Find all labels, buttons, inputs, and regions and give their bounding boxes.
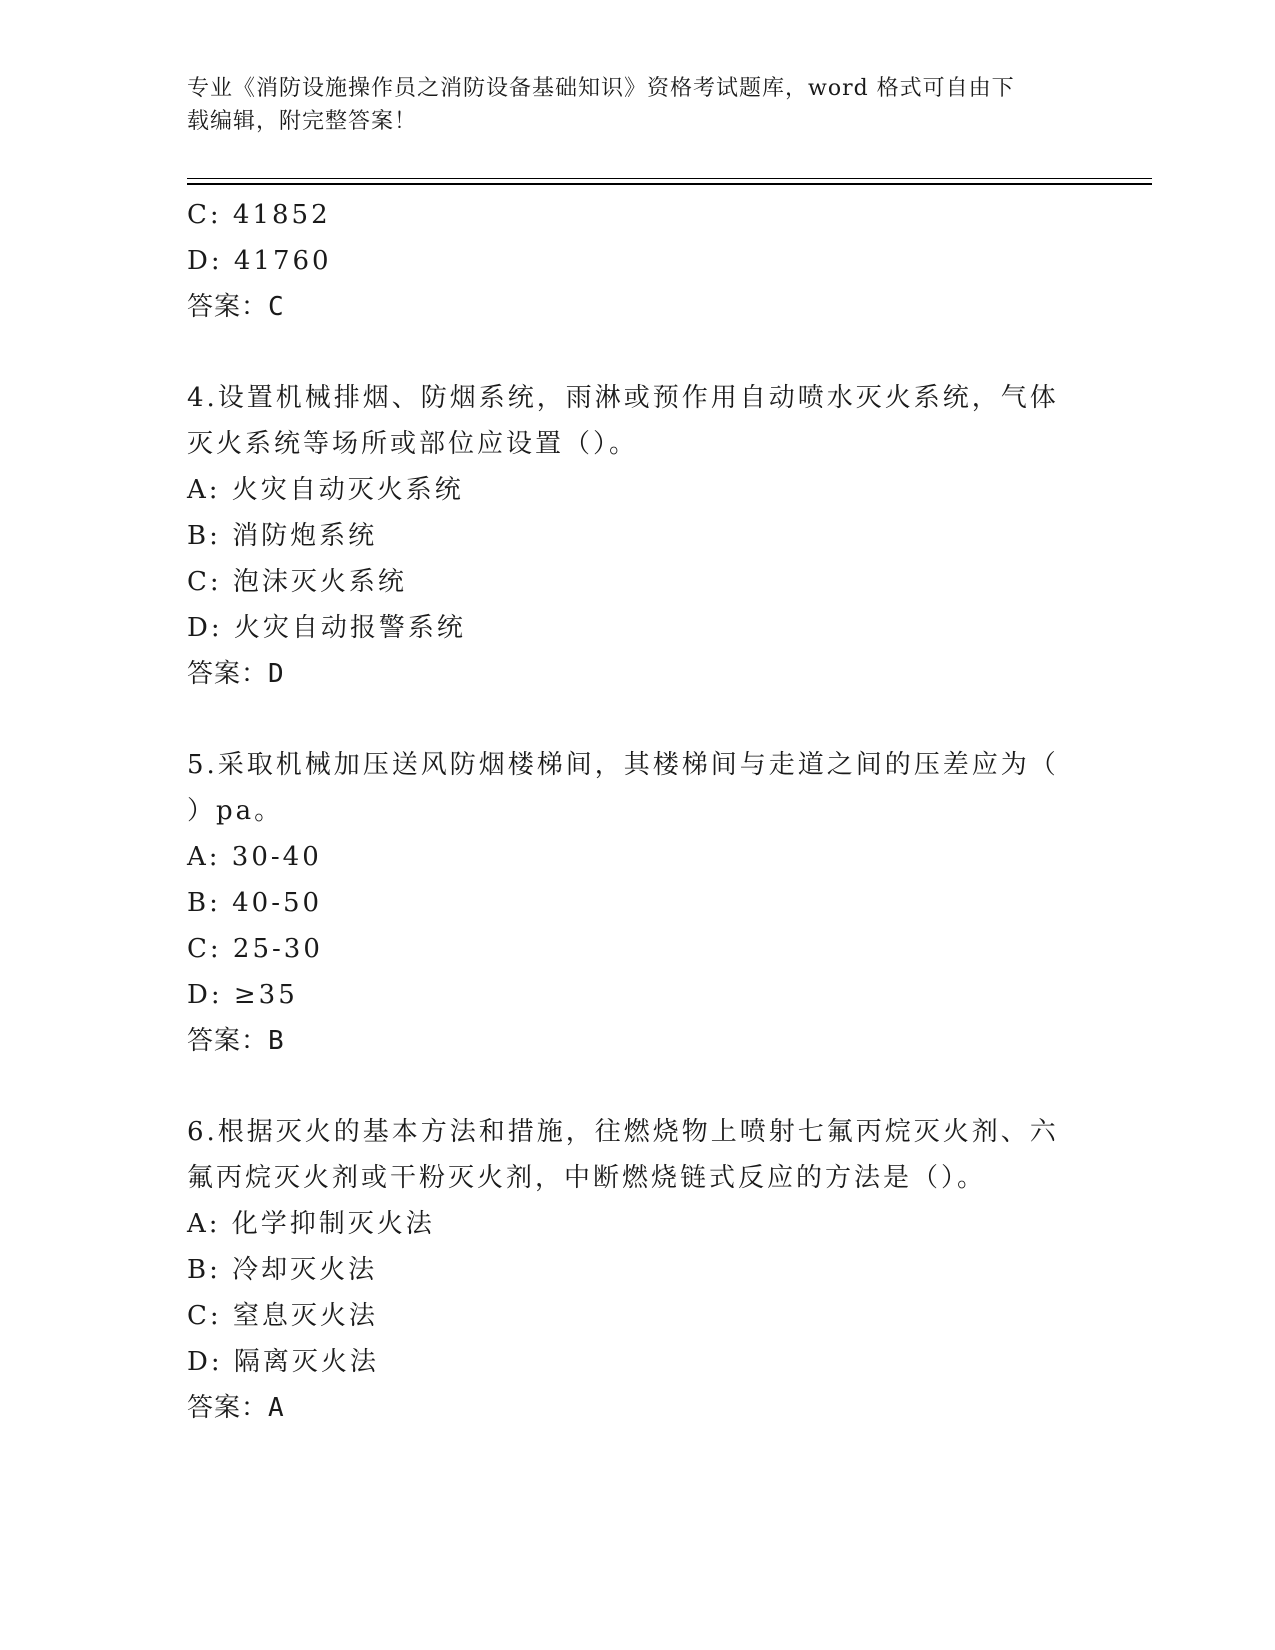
question-stem-line: 氟丙烷灭火剂或干粉灭火剂，中断燃烧链式反应的方法是（）。 <box>187 1163 987 1193</box>
option-d: D: 41760 <box>187 246 332 276</box>
question-6 <box>187 1109 1087 1431</box>
option-c: C: 泡沫灭火系统 <box>187 567 407 597</box>
question-5 <box>187 742 1087 1064</box>
answer-line: 答案：C <box>187 292 285 322</box>
option-d: D: ≥35 <box>187 980 298 1010</box>
spacer <box>187 1064 1087 1109</box>
option-d: D: 隔离灭火法 <box>187 1347 379 1377</box>
document-header <box>187 72 1067 138</box>
question-stem-line: 6.根据灭火的基本方法和措施，往燃烧物上喷射七氟丙烷灭火剂、六 <box>187 1117 1059 1147</box>
spacer <box>187 697 1087 742</box>
option-a: A: 30-40 <box>187 842 322 872</box>
question-list <box>187 192 1087 1431</box>
option-b: B: 冷却灭火法 <box>187 1255 378 1285</box>
spacer <box>187 330 1087 375</box>
header-divider-top <box>187 178 1152 179</box>
question-stem-line: 5.采取机械加压送风防烟楼梯间，其楼梯间与走道之间的压差应为（ <box>187 750 1059 780</box>
option-c: C: 41852 <box>187 200 331 230</box>
question-stem-line: ）pa。 <box>187 796 284 826</box>
option-b: B: 40-50 <box>187 888 323 918</box>
answer-line: 答案：B <box>187 1026 285 1056</box>
option-c: C: 25-30 <box>187 934 323 964</box>
header-line-2: 载编辑，附完整答案！ <box>187 109 418 134</box>
option-b: B: 消防炮系统 <box>187 521 378 551</box>
header-line-1: 专业《消防设施操作员之消防设备基础知识》资格考试题库，word 格式可自由下 <box>187 76 1015 101</box>
question-3-tail <box>187 192 1087 330</box>
header-divider-bottom <box>187 183 1152 185</box>
option-a: A: 火灾自动灭火系统 <box>187 475 464 505</box>
question-stem-line: 4.设置机械排烟、防烟系统，雨淋或预作用自动喷水灭火系统，气体 <box>187 383 1059 413</box>
answer-line: 答案：A <box>187 1393 285 1423</box>
answer-line: 答案：D <box>187 659 285 689</box>
option-c: C: 窒息灭火法 <box>187 1301 378 1331</box>
option-d: D: 火灾自动报警系统 <box>187 613 466 643</box>
question-stem-line: 灭火系统等场所或部位应设置（）。 <box>187 429 639 459</box>
question-4 <box>187 375 1087 697</box>
option-a: A: 化学抑制灭火法 <box>187 1209 435 1239</box>
